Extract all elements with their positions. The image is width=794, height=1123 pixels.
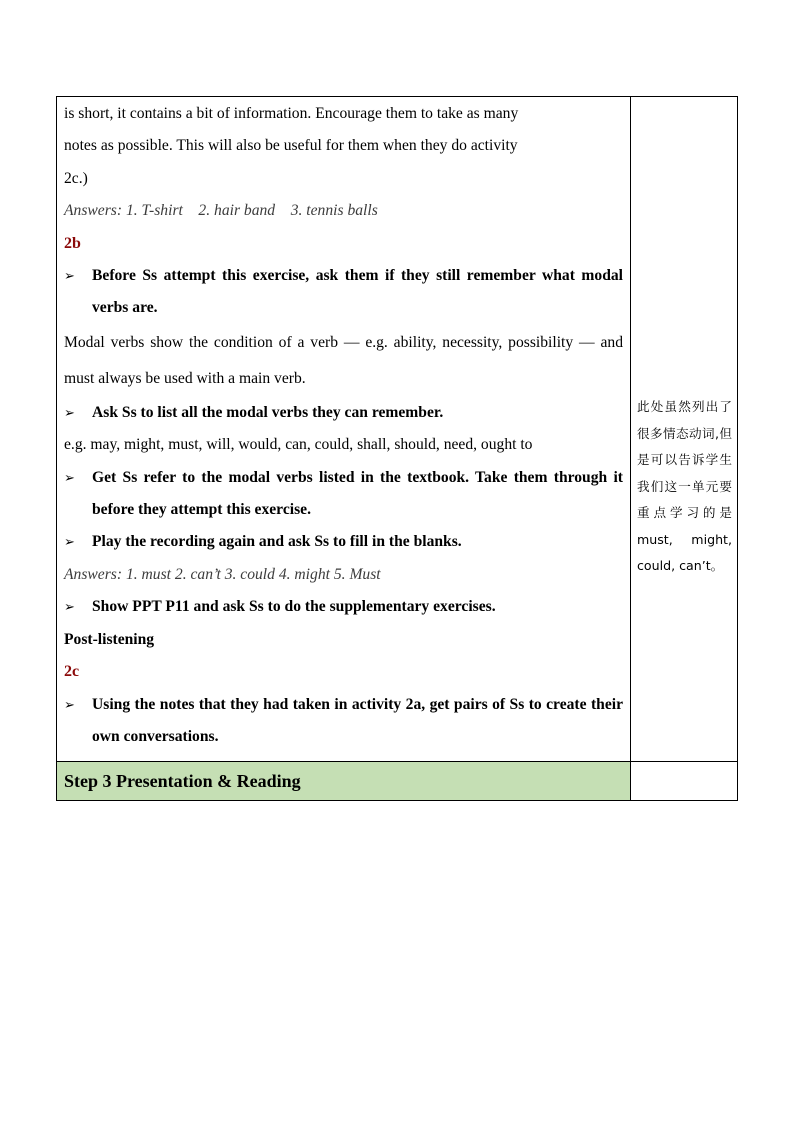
section-2b-label: 2b xyxy=(64,234,81,252)
bullet-item xyxy=(64,689,623,754)
bullet-text: Before Ss attempt this exercise, ask them if they still remember what modal verbs are. xyxy=(92,267,623,317)
bullet-text: Show PPT P11 and ask Ss to do the supplementary exercises. xyxy=(92,598,496,616)
bullet-text: Ask Ss to list all the modal verbs they can remember. xyxy=(92,403,444,421)
continuation-line-1: is short, it contains a bit of information. Encourage them to take as many xyxy=(64,105,519,122)
procedure-cell xyxy=(57,97,631,762)
bullet-text: Play the recording again and ask Ss to fill in the blanks. xyxy=(92,533,462,551)
arrow-bullet-icon: ➢ xyxy=(64,469,75,485)
bullet-item xyxy=(64,260,623,325)
arrow-bullet-icon: ➢ xyxy=(64,696,75,712)
lesson-plan-table xyxy=(56,96,738,801)
modal-verbs-definition: Modal verbs show the condition of a verb — e.g. ability, necessity, possibility — and must always be used with a main verb. xyxy=(64,333,623,387)
notes-cell xyxy=(631,97,738,762)
teacher-side-note: 此处虽然列出了很多情态动词,但是可以告诉学生我们这一单元要重点学习的是 must, might, could, can’t。 xyxy=(637,399,732,573)
post-listening-heading: Post-listening xyxy=(64,630,155,648)
answers-2a: Answers: 1. T-shirt 2. hair band 3. tennis balls xyxy=(64,202,378,220)
answers-2b: Answers: 1. must 2. can’t 3. could 4. might 5. Must xyxy=(64,565,381,583)
bullet-item xyxy=(64,591,623,623)
bullet-item xyxy=(64,462,623,527)
bullet-item xyxy=(64,397,623,429)
step-row xyxy=(57,762,738,801)
step-cell xyxy=(57,762,631,801)
arrow-bullet-icon: ➢ xyxy=(64,404,75,420)
procedure-row xyxy=(57,97,738,762)
arrow-bullet-icon: ➢ xyxy=(64,268,75,284)
bullet-item xyxy=(64,526,623,558)
bullet-text: Get Ss refer to the modal verbs listed in the textbook. Take them through it before they attempt this exercise. xyxy=(92,468,623,519)
continuation-line-2: notes as possible. This will also be useful for them when they do activity xyxy=(64,137,518,155)
arrow-bullet-icon: ➢ xyxy=(64,599,75,615)
continuation-line-3: 2c.) xyxy=(64,169,88,187)
bullet-text: Using the notes that they had taken in activity 2a, get pairs of Ss to create their own conversations. xyxy=(92,695,623,745)
step-notes-cell xyxy=(631,762,738,801)
step-3-title: Step 3 Presentation & Reading xyxy=(64,771,301,792)
modal-verbs-examples: e.g. may, might, must, will, would, can, could, shall, should, need, ought to xyxy=(64,436,533,454)
arrow-bullet-icon: ➢ xyxy=(64,534,75,550)
section-2c-label: 2c xyxy=(64,663,80,681)
